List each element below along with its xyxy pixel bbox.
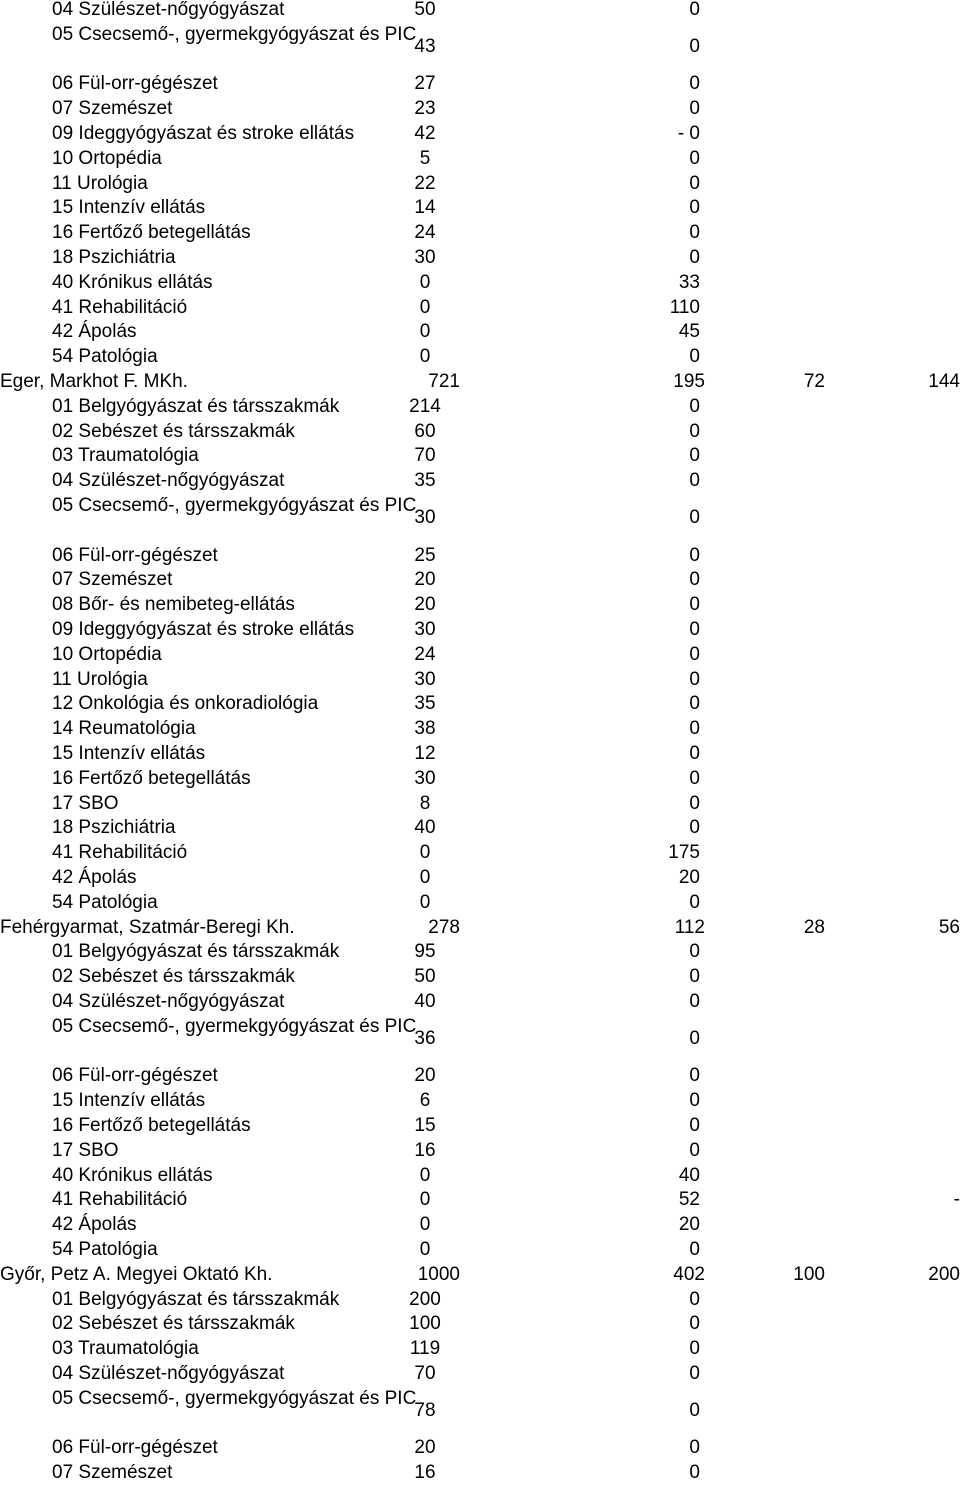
value-cell-v2: 0 <box>689 1139 700 1161</box>
value-cell-v1: 6 <box>419 1090 431 1112</box>
department-row <box>0 692 960 717</box>
value-cell-v2: 0 <box>689 991 700 1012</box>
value-cell-v1: 36 <box>414 1027 436 1049</box>
department-row <box>0 345 960 370</box>
department-row <box>0 1114 960 1139</box>
department-row <box>0 1337 960 1362</box>
value-cell-v1: 35 <box>414 693 436 715</box>
department-name: 04 Szülészet-nőgyógyászat <box>52 1363 285 1384</box>
department-name: 04 Szülészet-nőgyógyászat <box>52 470 285 492</box>
value-cell-v1: 23 <box>414 98 436 120</box>
value-cell-v1: 16 <box>414 1462 436 1484</box>
department-name: 07 Szemészet <box>52 1462 173 1484</box>
value-cell-v1: 30 <box>414 767 436 789</box>
department-name: 08 Bőr- és nemibeteg-ellátás <box>52 594 295 616</box>
value-cell-v2: 0 <box>689 35 700 57</box>
hospital-row <box>0 1263 960 1288</box>
value-cell-v1: 0 <box>419 271 431 293</box>
value-cell-v1: 1000 <box>417 1263 460 1285</box>
department-name: 05 Csecsemő-, gyermekgyógyászat és PIC <box>52 23 417 45</box>
value-cell-v4: 56 <box>938 916 960 938</box>
department-row <box>0 1436 960 1461</box>
value-cell-v2: 0 <box>689 594 700 616</box>
value-cell-v2: 0 <box>689 1363 700 1384</box>
value-cell-v1: 70 <box>414 1363 436 1384</box>
department-name: 07 Szemészet <box>52 98 173 120</box>
department-name: 06 Fül-orr-gégészet <box>52 1065 218 1087</box>
value-cell-v1: 721 <box>428 371 460 392</box>
value-cell-v2: 0 <box>689 73 700 95</box>
value-cell-v2: 112 <box>674 916 705 938</box>
department-name: 07 Szemészet <box>52 569 173 591</box>
department-name: 06 Fül-orr-gégészet <box>52 73 218 95</box>
department-row <box>0 1387 960 1437</box>
value-cell-v1: 70 <box>414 445 436 467</box>
value-cell-v2: 0 <box>689 643 700 665</box>
value-cell-v1: 0 <box>419 1164 431 1186</box>
value-cell-v1: 95 <box>414 941 436 963</box>
department-row <box>0 891 960 916</box>
hospital-row <box>0 370 960 395</box>
department-row <box>0 0 960 23</box>
department-row <box>0 965 960 990</box>
department-name: 01 Belgyógyászat és társszakmák <box>52 395 340 417</box>
hospital-name: Eger, Markhot F. MKh. <box>0 371 188 392</box>
department-name: 17 SBO <box>52 1139 119 1161</box>
department-row <box>0 1362 960 1387</box>
department-row <box>0 767 960 792</box>
value-cell-v2: 0 <box>689 1090 700 1112</box>
value-cell-v1: 0 <box>419 867 431 888</box>
value-cell-v1: 278 <box>428 916 460 938</box>
value-cell-v2: 0 <box>689 1027 700 1049</box>
department-row <box>0 444 960 469</box>
value-cell-v3: 72 <box>803 371 825 392</box>
department-row <box>0 72 960 97</box>
value-cell-v2: 402 <box>673 1263 705 1285</box>
department-name: 09 Ideggyógyászat és stroke ellátás <box>52 619 355 640</box>
value-cell-v1: 40 <box>414 991 436 1012</box>
value-cell-v2: 0 <box>689 1115 700 1136</box>
department-name: 11 Urológia <box>52 668 148 690</box>
value-cell-v2: 20 <box>678 867 700 888</box>
department-row <box>0 395 960 420</box>
value-cell-v4: 200 <box>928 1263 960 1285</box>
value-cell-v3: 28 <box>803 916 825 938</box>
department-name: 05 Csecsemő-, gyermekgyógyászat és PIC <box>52 1387 417 1409</box>
value-cell-v2: 0 <box>689 792 700 814</box>
value-cell-v2: 0 <box>689 718 700 740</box>
value-cell-v1: 30 <box>414 247 436 268</box>
department-name: 04 Szülészet-nőgyógyászat <box>52 991 285 1012</box>
value-cell-v1: 60 <box>414 420 436 442</box>
value-cell-v1: 50 <box>414 966 436 988</box>
department-name: 10 Ortopédia <box>52 643 162 665</box>
department-name: 18 Pszichiátria <box>52 817 176 839</box>
department-row <box>0 1312 960 1337</box>
value-cell-v2: 0 <box>689 222 700 244</box>
value-cell-v2: 0 <box>689 817 700 839</box>
department-row <box>0 792 960 817</box>
department-row <box>0 196 960 221</box>
hospital-name: Győr, Petz A. Megyei Oktató Kh. <box>0 1263 273 1285</box>
department-name: 16 Fertőző betegellátás <box>52 222 251 244</box>
value-cell-v2: 33 <box>678 271 700 293</box>
value-cell-v1: 22 <box>414 172 436 194</box>
department-name: 54 Patológia <box>52 346 158 368</box>
department-name: 01 Belgyógyászat és társszakmák <box>52 941 340 963</box>
value-cell-v1: 20 <box>414 569 436 591</box>
department-row <box>0 1139 960 1164</box>
department-row <box>0 469 960 494</box>
value-cell-v1: 50 <box>414 0 436 20</box>
value-cell-v1: 42 <box>414 123 436 144</box>
department-row <box>0 643 960 668</box>
value-cell-v1: 200 <box>409 1288 441 1310</box>
department-row <box>0 271 960 296</box>
value-cell-v2: 0 <box>689 147 700 169</box>
value-cell-v1: 24 <box>414 643 436 665</box>
value-cell-v1: 12 <box>414 743 436 764</box>
department-name: 54 Patológia <box>52 891 158 913</box>
department-row <box>0 147 960 172</box>
value-cell-v2: 0 <box>689 743 700 764</box>
department-name: 02 Sebészet és társszakmák <box>52 1313 295 1335</box>
value-cell-v2: 0 <box>689 668 700 690</box>
department-row <box>0 1213 960 1238</box>
value-cell-v1: 30 <box>414 668 436 690</box>
value-cell-v1: 43 <box>414 35 436 57</box>
department-row <box>0 717 960 742</box>
value-cell-v1: 14 <box>414 197 436 219</box>
value-cell-v2: 0 <box>689 569 700 591</box>
value-cell-v2: 0 <box>689 98 700 120</box>
department-name: 42 Ápolás <box>52 1214 137 1236</box>
value-cell-v2: 0 <box>689 0 700 20</box>
value-cell-v1: 214 <box>409 395 441 417</box>
value-cell-v1: 30 <box>414 619 436 640</box>
department-name: 54 Patológia <box>52 1239 158 1260</box>
department-row <box>0 122 960 147</box>
department-row <box>0 97 960 122</box>
value-cell-v2: 0 <box>689 445 700 467</box>
department-row <box>0 420 960 445</box>
department-name: 15 Intenzív ellátás <box>52 1090 206 1112</box>
department-name: 18 Pszichiátria <box>52 247 176 268</box>
department-name: 03 Traumatológia <box>52 445 199 467</box>
department-name: 06 Fül-orr-gégészet <box>52 1437 218 1459</box>
department-name: 09 Ideggyógyászat és stroke ellátás <box>52 123 355 144</box>
department-row <box>0 1188 960 1213</box>
department-row <box>0 940 960 965</box>
hospital-row <box>0 916 960 941</box>
value-cell-v1: 0 <box>419 1239 431 1260</box>
value-cell-v1: 0 <box>419 842 431 864</box>
value-cell-v1: 20 <box>414 1437 436 1459</box>
value-cell-v1: 0 <box>419 891 431 913</box>
department-name: 12 Onkológia és onkoradiológia <box>52 693 319 715</box>
department-name: 15 Intenzív ellátás <box>52 197 206 219</box>
value-cell-v1: 20 <box>414 594 436 616</box>
hospital-name: Fehérgyarmat, Szatmár-Beregi Kh. <box>0 916 295 938</box>
value-cell-v2: 175 <box>668 842 700 864</box>
department-name: 05 Csecsemő-, gyermekgyógyászat és PIC <box>52 495 417 516</box>
department-row <box>0 593 960 618</box>
value-cell-v4: 144 <box>928 371 960 392</box>
department-row <box>0 320 960 345</box>
value-cell-v2: 40 <box>678 1164 700 1186</box>
department-row <box>0 742 960 767</box>
department-name: 04 Szülészet-nőgyógyászat <box>52 0 285 20</box>
value-cell-v1: 30 <box>414 507 436 528</box>
value-cell-v2: 0 <box>689 1239 700 1260</box>
department-name: 40 Krónikus ellátás <box>52 271 213 293</box>
department-name: 01 Belgyógyászat és társszakmák <box>52 1288 340 1310</box>
department-row <box>0 618 960 643</box>
value-cell-v2: 0 <box>689 507 700 528</box>
department-row <box>0 1164 960 1189</box>
department-row <box>0 1461 960 1486</box>
value-cell-v1: 0 <box>419 296 431 318</box>
value-cell-v1: 16 <box>414 1139 436 1161</box>
department-name: 06 Fül-orr-gégészet <box>52 544 218 566</box>
department-row <box>0 221 960 246</box>
value-cell-v2: 0 <box>689 1065 700 1087</box>
department-row <box>0 841 960 866</box>
value-cell-v2: 0 <box>689 1288 700 1310</box>
value-cell-v1: 25 <box>414 544 436 566</box>
value-cell-v2: 0 <box>689 197 700 219</box>
department-row <box>0 1015 960 1065</box>
value-cell-v2: 0 <box>689 247 700 268</box>
value-cell-v1: 8 <box>419 792 431 814</box>
value-cell-v1: 0 <box>419 346 431 368</box>
value-cell-v2: 0 <box>689 1462 700 1484</box>
department-name: 02 Sebészet és társszakmák <box>52 420 295 442</box>
value-cell-v2: 0 <box>689 767 700 789</box>
value-cell-v2: 52 <box>678 1189 700 1211</box>
department-row <box>0 866 960 891</box>
department-name: 15 Intenzív ellátás <box>52 743 206 764</box>
value-cell-v2: 0 <box>689 420 700 442</box>
department-row <box>0 1238 960 1263</box>
value-cell-v2: 0 <box>689 1338 700 1360</box>
value-cell-v1: 5 <box>419 147 431 169</box>
value-cell-v2: 0 <box>689 1399 700 1421</box>
department-row <box>0 1089 960 1114</box>
department-name: 40 Krónikus ellátás <box>52 1164 213 1186</box>
department-row <box>0 172 960 197</box>
department-name: 14 Reumatológia <box>52 718 196 740</box>
value-cell-v2: 0 <box>689 470 700 492</box>
department-row <box>0 494 960 544</box>
department-row <box>0 296 960 321</box>
department-name: 16 Fertőző betegellátás <box>52 767 251 789</box>
value-cell-v4: - <box>953 1189 960 1211</box>
value-cell-v2: 45 <box>678 321 700 343</box>
department-row <box>0 568 960 593</box>
department-name: 42 Ápolás <box>52 321 137 343</box>
value-cell-v2: 0 <box>689 395 700 417</box>
department-name: 41 Rehabilitáció <box>52 842 188 864</box>
department-row <box>0 816 960 841</box>
value-cell-v2: 195 <box>673 371 705 392</box>
department-name: 03 Traumatológia <box>52 1338 199 1360</box>
value-cell-v2: 0 <box>689 1313 700 1335</box>
department-name: 17 SBO <box>52 792 119 814</box>
department-row <box>0 1064 960 1089</box>
value-cell-v2: 0 <box>689 1437 700 1459</box>
value-cell-v2: 0 <box>689 693 700 715</box>
value-cell-v2: 20 <box>678 1214 700 1236</box>
department-name: 41 Rehabilitáció <box>52 1189 188 1211</box>
department-row <box>0 1288 960 1313</box>
department-name: 02 Sebészet és társszakmák <box>52 966 295 988</box>
value-cell-v2: 0 <box>689 619 700 640</box>
value-cell-v2: 0 <box>689 346 700 368</box>
value-cell-v1: 100 <box>409 1313 441 1335</box>
value-cell-v1: 24 <box>414 222 436 244</box>
value-cell-v1: 40 <box>414 817 436 839</box>
value-cell-v2: 0 <box>689 891 700 913</box>
value-cell-v2: 0 <box>689 966 700 988</box>
value-cell-v2: 0 <box>689 544 700 566</box>
department-name: 42 Ápolás <box>52 867 137 888</box>
value-cell-v3: 100 <box>793 1263 825 1285</box>
value-cell-v1: 20 <box>414 1065 436 1087</box>
department-name: 11 Urológia <box>52 172 148 194</box>
value-cell-v1: 0 <box>419 1214 431 1236</box>
department-row <box>0 990 960 1015</box>
value-cell-v1: 0 <box>419 1189 431 1211</box>
value-cell-v1: 15 <box>414 1115 436 1136</box>
value-cell-v1: 27 <box>414 73 436 95</box>
department-row <box>0 246 960 271</box>
value-cell-v2: - 0 <box>677 123 700 144</box>
value-cell-v2: 0 <box>689 172 700 194</box>
department-row <box>0 544 960 569</box>
department-row <box>0 668 960 693</box>
value-cell-v1: 35 <box>414 470 436 492</box>
department-name: 05 Csecsemő-, gyermekgyógyászat és PIC <box>52 1015 417 1037</box>
value-cell-v1: 78 <box>414 1399 436 1421</box>
value-cell-v2: 110 <box>669 296 700 318</box>
value-cell-v1: 119 <box>409 1338 441 1360</box>
department-name: 10 Ortopédia <box>52 147 162 169</box>
department-name: 16 Fertőző betegellátás <box>52 1115 251 1136</box>
department-name: 41 Rehabilitáció <box>52 296 188 318</box>
value-cell-v2: 0 <box>689 941 700 963</box>
department-row <box>0 23 960 73</box>
value-cell-v1: 0 <box>419 321 431 343</box>
value-cell-v1: 38 <box>414 718 436 740</box>
